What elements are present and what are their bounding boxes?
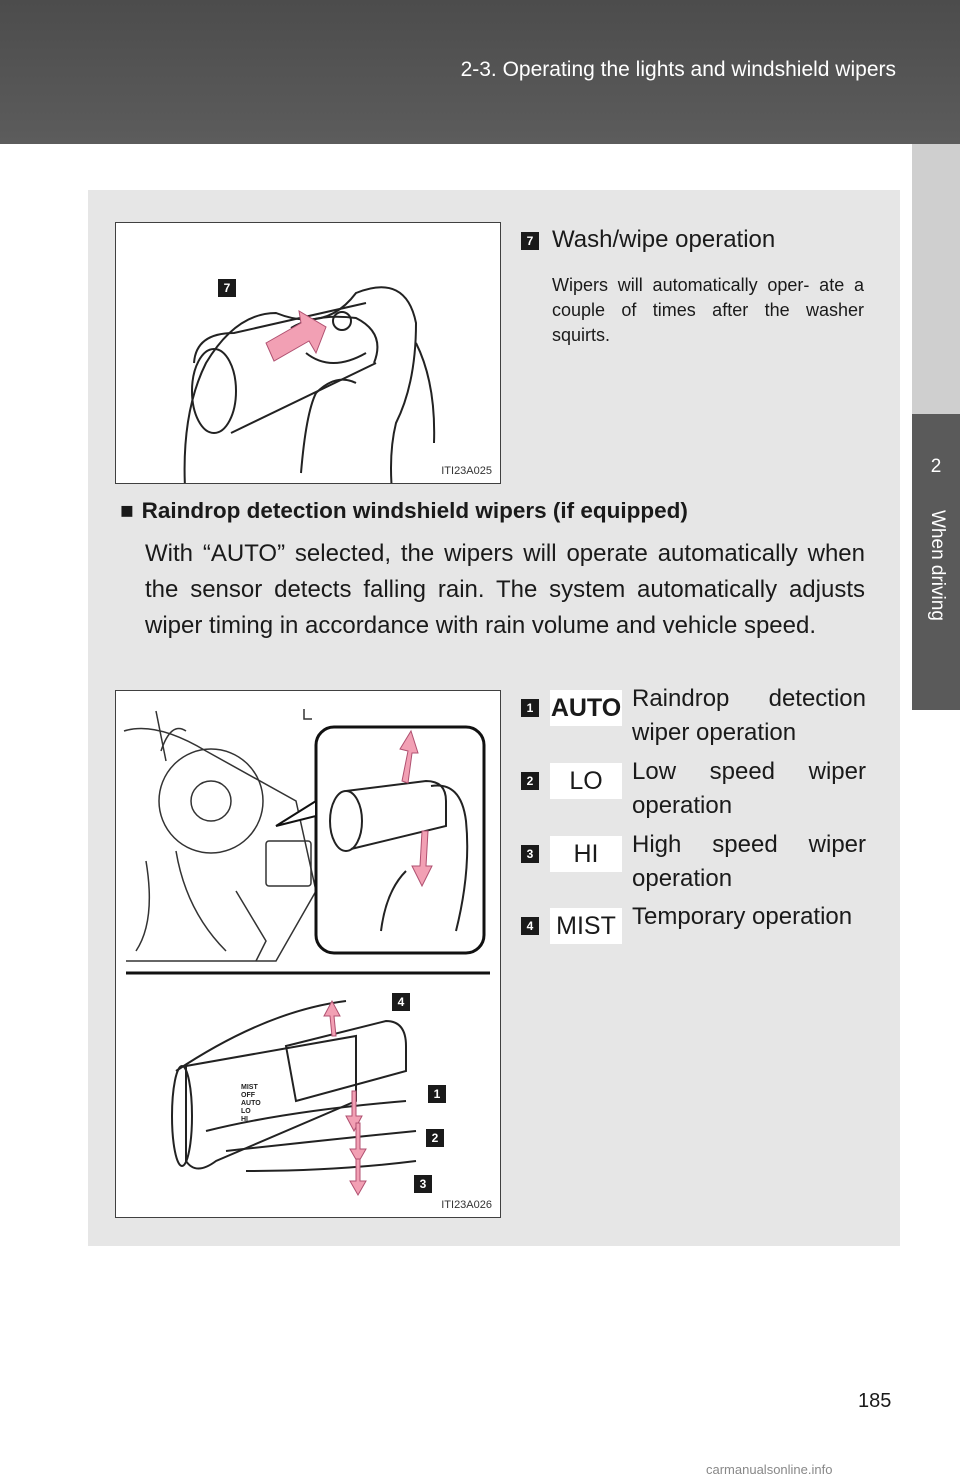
mode-badge: MIST xyxy=(550,908,622,944)
section-heading xyxy=(120,498,688,524)
header-title: 2-3. Operating the lights and windshield wipers xyxy=(460,58,896,81)
section-body: With “AUTO” selected, the wipers will operate automatically when the sensor detects falling rain. The system automatically adjusts wiper timing in accordance with rain volume and vehicle speed. xyxy=(145,540,865,639)
wash-wipe-figure xyxy=(115,222,501,484)
mist-arrow-icon xyxy=(324,1001,340,1036)
chapter-label: When driving xyxy=(927,510,948,621)
item-7-label: Wash/wipe operation xyxy=(552,226,776,253)
lever-marking-auto: AUTO xyxy=(241,1100,261,1107)
page-number: 185 xyxy=(858,1390,892,1412)
lever-marking-mist: MIST xyxy=(241,1084,258,1091)
page-header xyxy=(0,0,960,144)
lever-marking-lo: LO xyxy=(241,1108,251,1115)
chapter-tab[interactable] xyxy=(912,414,960,710)
figure-code: ITI23A025 xyxy=(441,465,492,477)
lever-marking-hi: HI xyxy=(241,1116,248,1123)
side-margin xyxy=(912,710,960,1484)
raindrop-wiper-figure xyxy=(115,690,501,1218)
callout-3: 3 xyxy=(414,1175,432,1193)
side-tab-spacer xyxy=(912,144,960,414)
watermark[interactable]: carmanualsonline.info xyxy=(706,1462,833,1477)
section-title: Raindrop detection windshield wipers (if equipped) xyxy=(141,498,688,523)
hi-arrow-icon xyxy=(350,1159,366,1195)
mode-number: 4 xyxy=(521,917,539,935)
mode-number: 1 xyxy=(521,699,539,717)
mode-text: High speed wiper operation xyxy=(632,831,866,892)
lever-pull-illustration xyxy=(116,223,500,483)
callout-4: 4 xyxy=(392,993,410,1011)
lever-marking-off: OFF xyxy=(241,1092,255,1099)
mode-badge: AUTO xyxy=(550,690,622,726)
callout-1: 1 xyxy=(428,1085,446,1103)
mode-number: 3 xyxy=(521,845,539,863)
figure-code: ITI23A026 xyxy=(441,1199,492,1211)
mode-text: Raindrop detection wiper operation xyxy=(632,685,866,746)
mode-number: 2 xyxy=(521,772,539,790)
mode-badge: HI xyxy=(550,836,622,872)
callout-7: 7 xyxy=(218,279,236,297)
chapter-number: 2 xyxy=(930,456,942,477)
item-7-number: 7 xyxy=(521,232,539,250)
square-bullet-icon: ■ xyxy=(120,498,134,523)
mode-text: Temporary operation xyxy=(632,903,853,930)
mode-text: Low speed wiper operation xyxy=(632,758,866,819)
item-7-description: Wipers will automatically oper- ate a couple of times after the washer squirts. xyxy=(552,275,864,345)
callout-2: 2 xyxy=(426,1129,444,1147)
mode-badge: LO xyxy=(550,763,622,799)
